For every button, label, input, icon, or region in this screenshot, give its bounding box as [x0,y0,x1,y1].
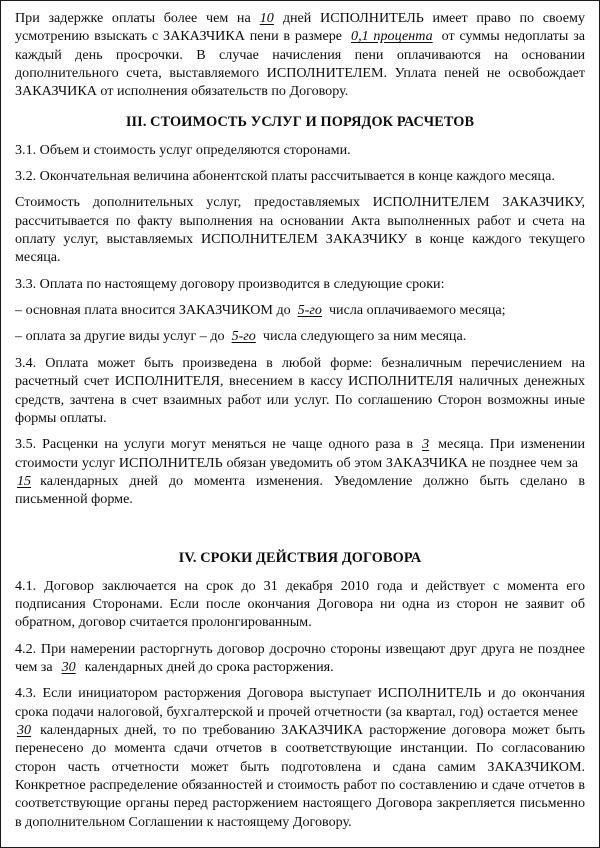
clause-4-1: 4.1. Договор заключается на срок до 31 декабря 2010 года и действует с момента его подписания Сторонами. Если после окончания Договора ни одна из сторон не заявит об обратном, договор считается пролонгированным. [15,577,585,631]
fill-in-price-change-months[interactable]: 3 [422,436,430,453]
clause-3-4: 3.4. Оплата может быть произведена в любой форме: безналичным перечислением на расчетный счет ИСПОЛНИТЕЛЯ, внесением в кассу ИСПОЛНИТЕЛЯ наличных денежных средств, зачтена в счет взаимных работ или услуг. По соглашению Сторон возможны иные формы оплаты. [15,354,585,426]
clause-3-3: 3.3. Оплата по настоящему договору производится в следующие сроки: [15,275,445,292]
fill-in-notice-days-15[interactable]: 15 [17,472,32,489]
clause-3-5-part2: месяца. При изменении стоимости услуг ИСПОЛНИТЕЛЬ обязан уведомить об этом ЗАКАЗЧИКА не позднее чем за [15,436,585,471]
dash-2-part1: – оплата за другие виды услуг – до [15,328,225,345]
dash-2-part2: числа следующего за ним месяца. [262,328,467,345]
dash-1-part2: числа оплачиваемого месяца; [328,302,506,319]
intro-text-part2: дней ИСПОЛНИТЕЛЬ имеет право по своему усмотрению взыскать с ЗАКАЗЧИКА пени в размере [15,10,585,45]
clause-3-5-part1: 3.5. Расценки на услуги могут меняться не чаще одного раза в [15,436,414,453]
clause-3-5 [15,435,585,508]
intro-text-part1: При задержке оплаты более чем на [15,10,251,26]
clause-4-3 [15,684,585,831]
fill-in-penalty-percent[interactable]: 0,1 процента [351,28,433,45]
clause-3-1: 3.1. Объем и стоимость услуг определяются сторонами. [15,141,351,158]
clause-4-2-part1: 4.2. При намерении расторгнуть договор досрочно стороны извещают друг друга не позднее чем за [15,640,585,675]
clause-4-3-part2: календарных дней, то по требованию ЗАКАЗЧИКА расторжение договора может быть перенесено до момента сдачи отчетов в соответствующие инстанции. По согласованию сторон часть отчетности может быть подготовлена и сдана самим ЗАКАЗЧИКОМ. Конкретное распределение обязанностей и стоимость работ по составлению и сдаче отчетов в соответствующие органы перед расторжением настоящего Договора закрепляется письменно в дополнительном Соглашении к настоящему Договору. [15,721,585,830]
clause-4-2-part2: календарных дней до срока расторжения. [84,658,334,675]
page-content [1,1,599,837]
clause-3-2: 3.2. Окончательная величина абонентской платы рассчитывается в конце каждого месяца. [15,168,555,185]
clause-3-3-dash-2 [15,327,585,345]
clause-3-extra-additional-services: Стоимость дополнительных услуг, предоставляемых ИСПОЛНИТЕЛЕМ ЗАКАЗЧИКУ, рассчитывается по факту выполнения на основании Акта выполненных работ и счета на оплату услуг, выставляемых ИСПОЛНИТЕЛЕМ ЗАКАЗЧИКУ в конце каждого текущего месяца. [15,194,585,266]
clause-4-2 [15,640,585,677]
fill-in-termination-notice-days[interactable]: 30 [61,658,76,675]
clause-4-3-part1: 4.3. Если инициатором расторжения Договора выступает ИСПОЛНИТЕЛЬ и до окончания срока подачи налоговой, бухгалтерской и прочей отчетности (за квартал, год) остается менее [15,685,585,720]
fill-in-other-services-day[interactable]: 5-го [231,328,256,345]
intro-paragraph [15,9,585,101]
fill-in-reporting-days[interactable]: 30 [17,721,32,738]
section-3-heading: III. СТОИМОСТЬ УСЛУГ И ПОРЯДОК РАСЧЕТОВ [125,113,475,130]
dash-1-part1: – основная плата вносится ЗАКАЗЧИКОМ до [15,302,291,319]
clause-3-5-part3: календарных дней до момента изменения. Уведомление должно быть сделано в письменной форме. [15,472,585,508]
fill-in-days-10[interactable]: 10 [259,10,274,26]
section-4-heading: IV. СРОКИ ДЕЙСТВИЯ ДОГОВОРА [178,549,422,566]
clause-3-3-dash-1 [15,301,585,319]
intro-text-part3: от суммы недоплаты за каждый день просрочки. В случае начисления пени оплачиваются на основании дополнительного счета, выставляемого ИСПОЛНИТЕЛЕМ. Уплата пеней не освобождает ЗАКАЗЧИКА от исполнения обязательств по Договору. [15,28,586,100]
fill-in-main-payment-day[interactable]: 5-го [297,302,322,319]
